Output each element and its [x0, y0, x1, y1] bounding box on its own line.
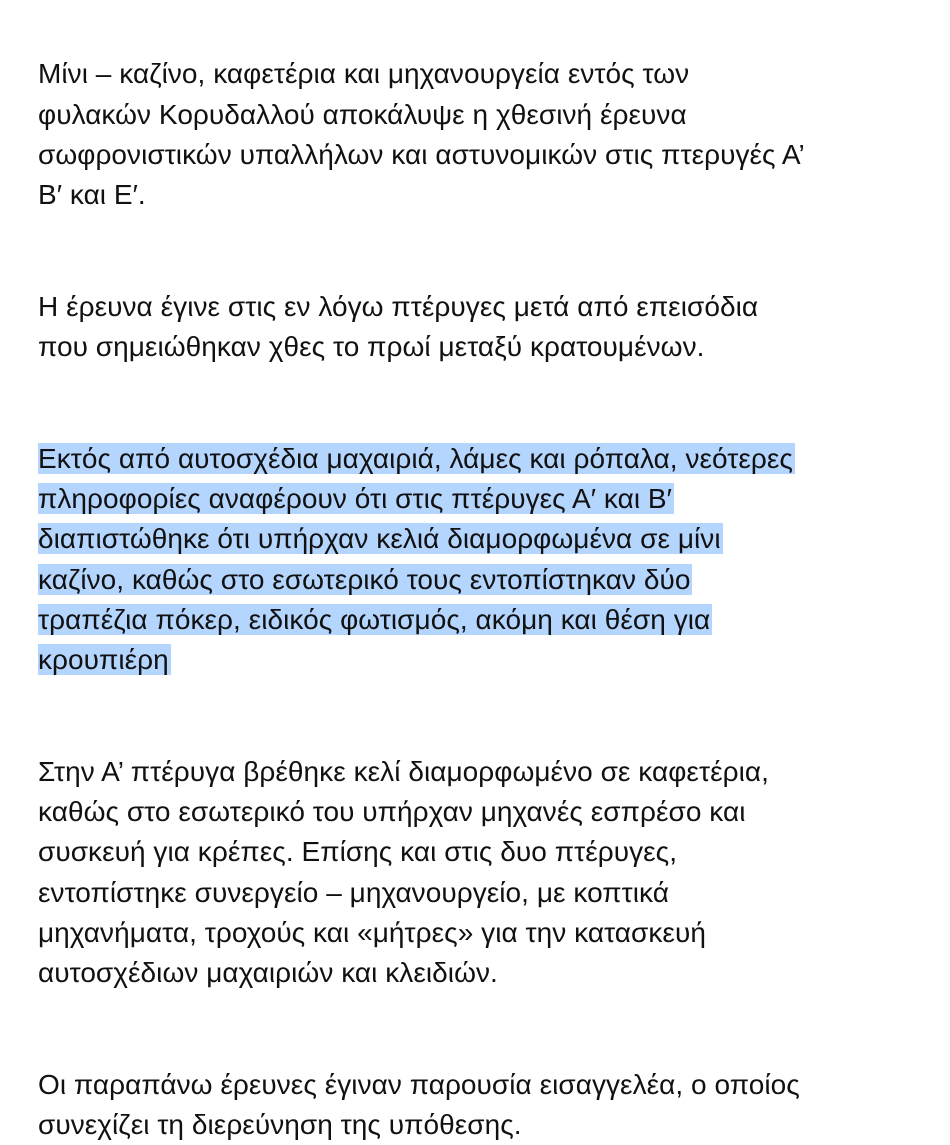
paragraph-4-text[interactable]: Στην Α’ πτέρυγα βρέθηκε κελί διαμορφωμένο σε καφετέρια, καθώς στο εσωτερικό του υπήρχαν μηχανές εσπρέσο και συσκευή για κρέπες. Επίσης και στις δυο πτέρυγες, εντοπίστηκε συνεργείο – μηχανουργείο, με κοπτικά μηχανήματα, τροχούς και «μήτρες» για την κατασκευή αυτοσχέδιων μαχαιριών και κλειδιών.	[38, 755, 769, 989]
article-paragraph-2[interactable]	[38, 246, 926, 367]
article-paragraph-4[interactable]	[38, 711, 926, 993]
article-paragraph-3-selected[interactable]	[38, 398, 926, 680]
paragraph-2-text[interactable]: Η έρευνα έγινε στις εν λόγω πτέρυγες μετά από επεισόδια που σημειώθηκαν χθες το πρωί μεταξύ κρατουμένων.	[38, 290, 759, 363]
article-paragraph-1[interactable]	[38, 14, 926, 215]
paragraph-1-text[interactable]: Μίνι – καζίνο, καφετέρια και μηχανουργεία εντός των φυλακών Κορυδαλλού αποκάλυψε η χθεσινή έρευνα σωφρονιστικών υπαλλήλων και αστυνομικών στις πτερυγές Α’ Β′ και Ε′.	[38, 58, 805, 211]
article-paragraph-5[interactable]	[38, 1025, 926, 1145]
paragraph-5-text[interactable]: Οι παραπάνω έρευνες έγιναν παρουσία εισαγγελέα, ο οποίος συνεχίζει τη διερεύνηση της υπόθεσης.	[38, 1068, 800, 1141]
selected-text-highlight[interactable]: Εκτός από αυτοσχέδια μαχαιριά, λάμες και ρόπαλα, νεότερες πληροφορίες αναφέρουν ότι στις πτέρυγες Α′ και Β′ διαπιστώθηκε ότι υπήρχαν κελιά διαμορφωμένα σε μίνι καζίνο, καθώς στο εσωτερικό τους εντοπίστηκαν δύο τραπέζια πόκερ, ειδικός φωτισμός, ακόμη και θέση για κρουπιέρη	[38, 442, 793, 676]
